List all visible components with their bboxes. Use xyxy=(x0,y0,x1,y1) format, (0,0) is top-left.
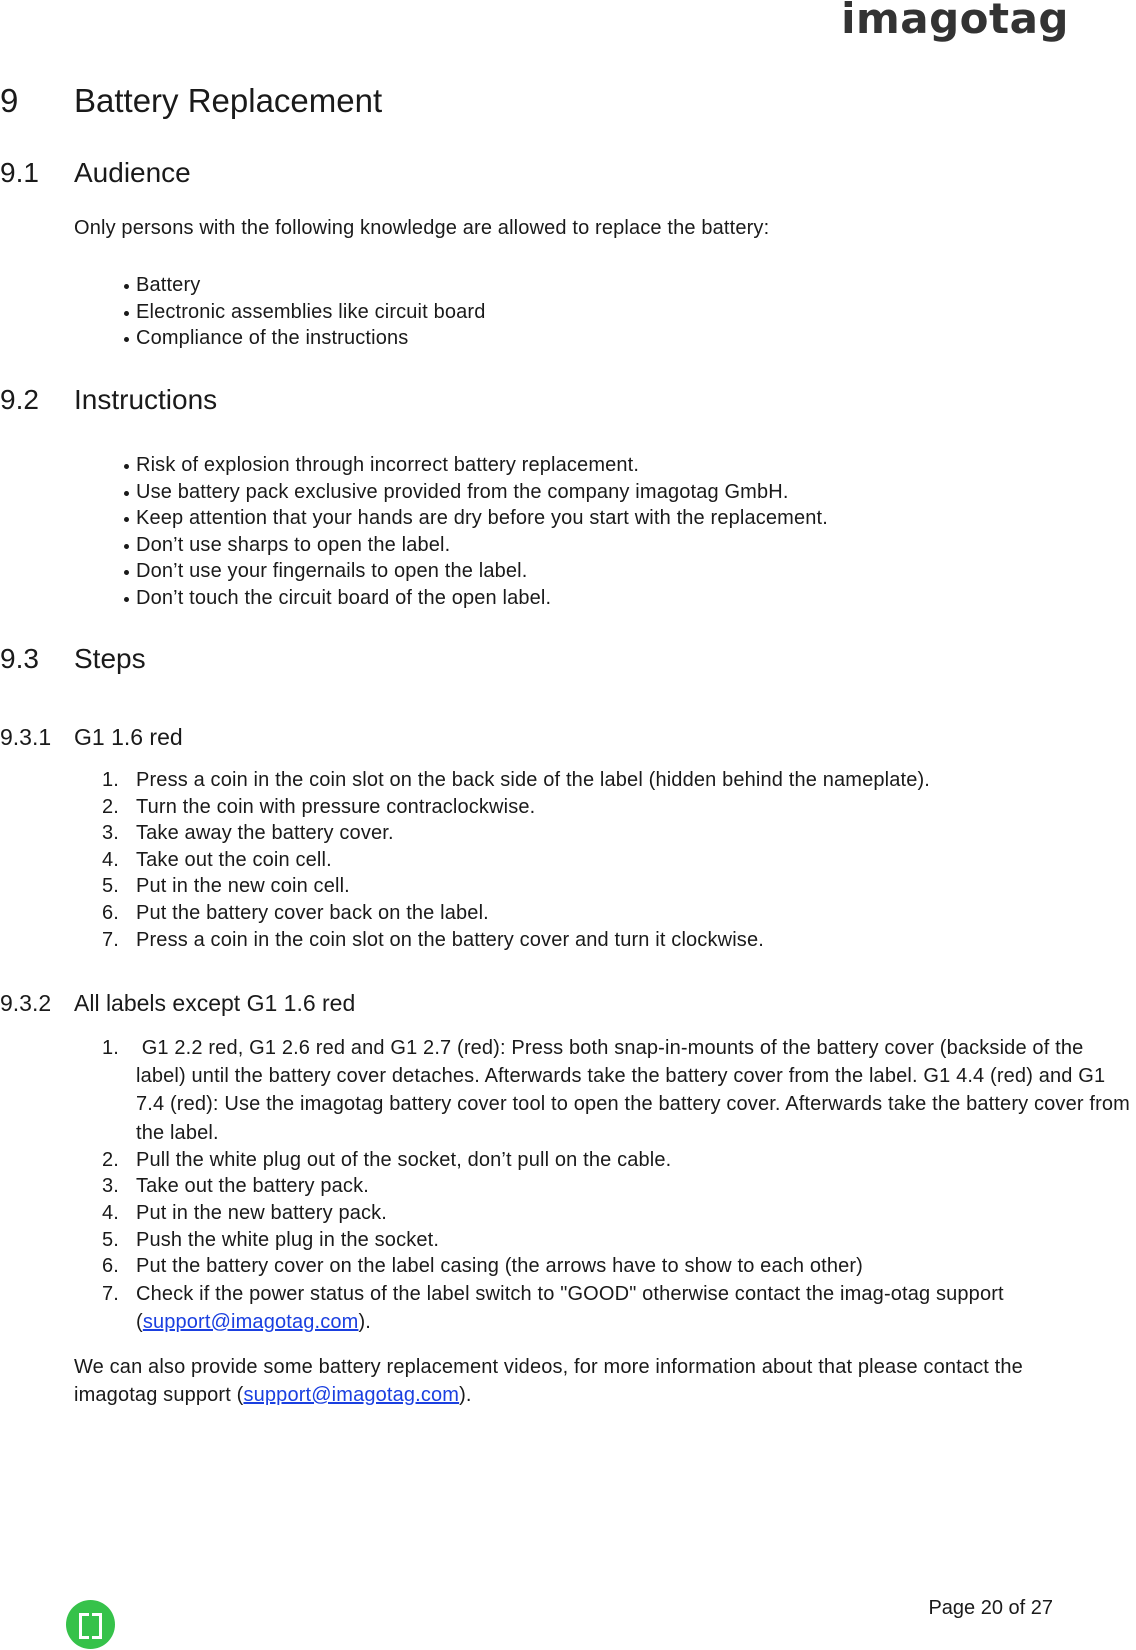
list-item: 1. G1 2.2 red, G1 2.6 red and G1 2.7 (red): Press both snap-in-mounts of the battery cover (backside of the label) until the battery cover detaches. Afterwards take the battery cover from the label. G1 4.4 (red) and G1 7.4 (red): Use the imagotag battery cover tool to open the battery cover. Afterwards take the battery cover from the label. xyxy=(102,1037,1136,1144)
audience-number: 9.1 xyxy=(0,157,39,188)
list-item: 1. Press a coin in the coin slot on the back side of the label (hidden behind the nameplate). xyxy=(102,769,930,791)
list-item: Don’t use your fingernails to open the label. xyxy=(74,558,828,585)
list-item: 2. Turn the coin with pressure contraclockwise. xyxy=(102,795,536,818)
list-item: 5. Push the white plug in the socket. xyxy=(102,1228,440,1251)
instructions-list xyxy=(74,452,828,612)
steps-number: 9.3 xyxy=(0,643,39,674)
list-item: 6. Put the battery cover back on the label. xyxy=(102,901,489,924)
list-item: 7. Check if the power status of the label switch to "GOOD" otherwise contact the imag-otag support (support@imagotag.com). xyxy=(102,1282,1004,1333)
instructions-title: Instructions xyxy=(74,384,218,415)
support-email-link[interactable]: support@imagotag.com xyxy=(142,1310,359,1333)
list-item: 7. Press a coin in the coin slot on the battery cover and turn it clockwise. xyxy=(102,928,764,951)
list-item: 6. Put the battery cover on the label casing (the arrows have to show to each other) xyxy=(102,1255,863,1278)
list-item: Compliance of the instructions xyxy=(74,325,485,352)
audience-intro: Only persons with the following knowledge are allowed to replace the battery: xyxy=(74,217,770,239)
list-item: Risk of explosion through incorrect battery replacement. xyxy=(74,452,828,479)
list-item: 4. Take out the coin cell. xyxy=(102,848,332,871)
g1-16-title: G1 1.6 red xyxy=(74,724,183,750)
section-number: 9 xyxy=(0,82,19,119)
instructions-number: 9.2 xyxy=(0,384,39,415)
list-item: Battery xyxy=(74,272,485,299)
section-title: Battery Replacement xyxy=(74,82,383,119)
audience-title: Audience xyxy=(74,157,191,188)
list-item: 3. Take away the battery cover. xyxy=(102,822,394,845)
imagotag-logo: imagotag xyxy=(841,0,1069,43)
steps-title: Steps xyxy=(74,643,146,674)
list-item: Electronic assemblies like circuit board xyxy=(74,299,485,326)
all-labels-number: 9.3.2 xyxy=(0,990,52,1016)
support-email-link[interactable]: support@imagotag.com xyxy=(243,1384,460,1406)
closing-paragraph: We can also provide some battery replacement videos, for more information about that please contact the imagotag support (support@imagotag.com). xyxy=(74,1356,1023,1406)
list-item: 5. Put in the new coin cell. xyxy=(102,875,350,898)
list-item: 3. Take out the battery pack. xyxy=(102,1175,369,1198)
list-item: Keep attention that your hands are dry before you start with the replacement. xyxy=(74,505,828,532)
brand-badge-icon xyxy=(66,1600,115,1649)
list-item: Don’t use sharps to open the label. xyxy=(74,532,828,559)
list-item: Don’t touch the circuit board of the open label. xyxy=(74,585,828,612)
g1-16-steps xyxy=(74,767,1064,953)
list-item: 2. Pull the white plug out of the socket, don’t pull on the cable. xyxy=(102,1148,672,1171)
all-labels-steps xyxy=(74,1034,1136,1336)
page-number: Page 20 of 27 xyxy=(928,1597,1053,1619)
list-item: Use battery pack exclusive provided from the company imagotag GmbH. xyxy=(74,479,828,506)
g1-16-number: 9.3.1 xyxy=(0,724,52,750)
all-labels-title: All labels except G1 1.6 red xyxy=(74,990,356,1016)
audience-list xyxy=(74,272,485,352)
list-item: 4. Put in the new battery pack. xyxy=(102,1202,388,1224)
